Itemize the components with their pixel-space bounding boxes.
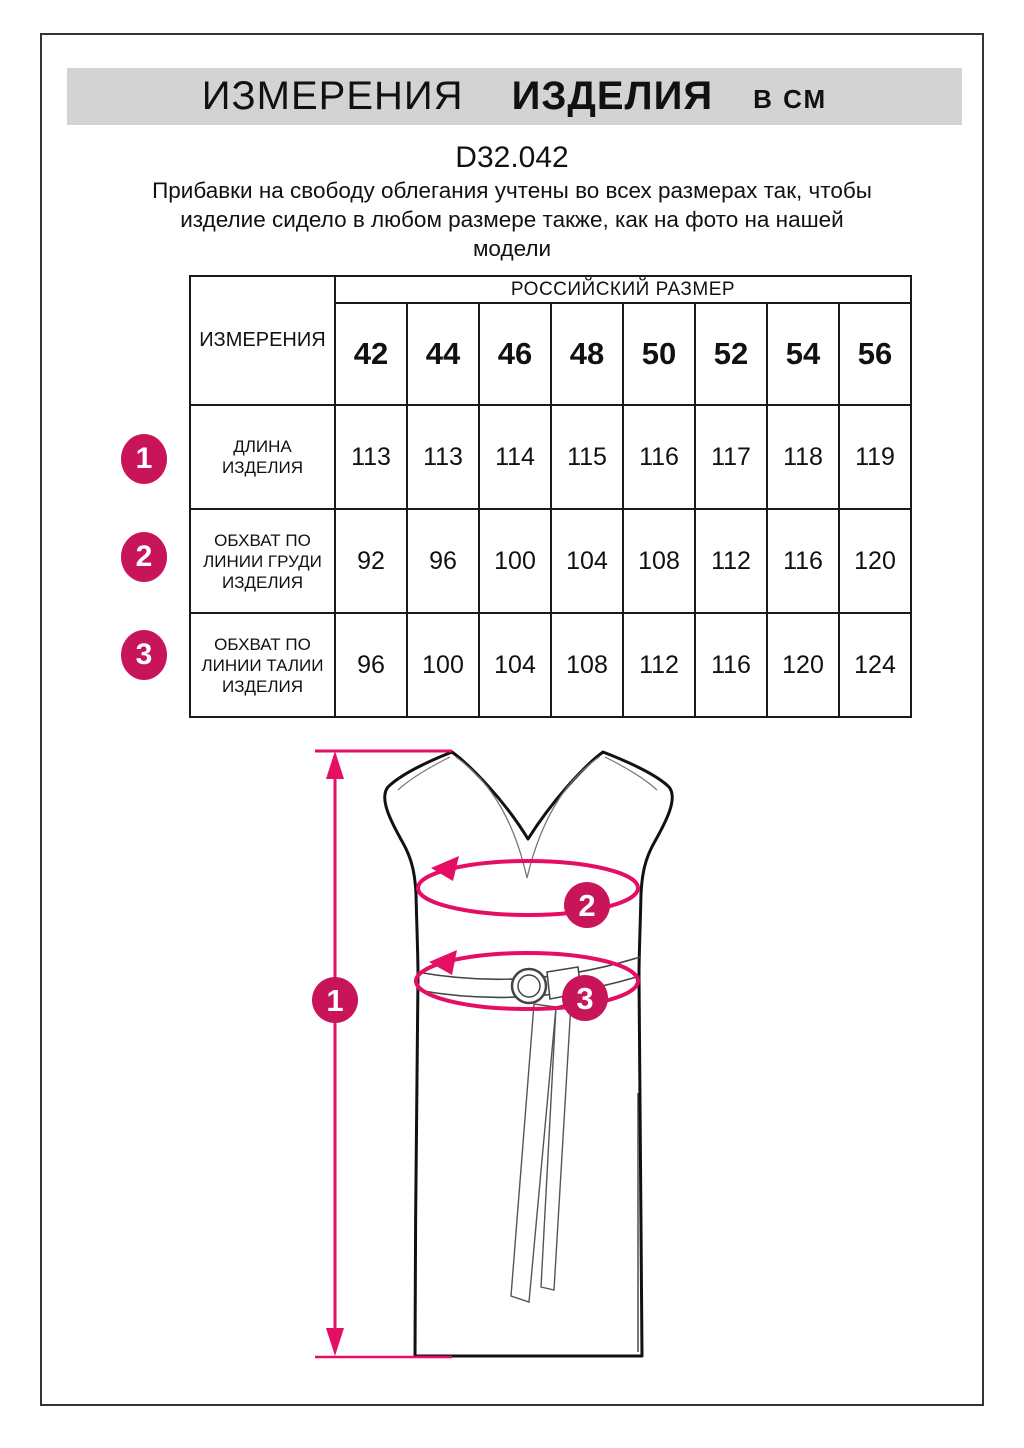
row-number-badge-2: 2 [121,532,167,582]
model-code: D32.042 [455,141,569,174]
measurement-value-cell: 116 [695,613,767,717]
diagram-badge-1: 1 [326,983,344,1018]
fit-note-line: Прибавки на свободу облегания учтены во всех размерах так, чтобы [152,178,872,203]
measurement-value-cell: 120 [839,509,911,613]
fit-note-line: модели [472,236,552,261]
diagram-badge-2: 2 [578,888,596,923]
page-title-units: В СМ [753,84,828,114]
measurement-row [190,613,911,717]
measurement-value-cell: 112 [695,509,767,613]
row-number-badge-1: 1 [121,434,167,484]
measurement-value-cell: 104 [479,613,551,717]
fit-note [112,176,912,263]
measurement-value-cell: 124 [839,613,911,717]
size-system-header: РОССИЙСКИЙ РАЗМЕР [335,276,911,303]
size-header-cell: 56 [839,303,911,405]
measurement-value-cell: 116 [767,509,839,613]
measurement-value-cell: 112 [623,613,695,717]
measurement-value-cell: 118 [767,405,839,509]
length-arrowhead-top [326,751,344,779]
size-table [189,275,912,718]
measurement-label-cell: ОБХВАТ ПО ЛИНИИ ТАЛИИ ИЗДЕЛИЯ [190,613,335,717]
measurement-value-cell: 116 [623,405,695,509]
measurement-value-cell: 120 [767,613,839,717]
measurement-value-cell: 117 [695,405,767,509]
measurement-value-cell: 92 [335,509,407,613]
size-header-cell: 46 [479,303,551,405]
size-header-cell: 48 [551,303,623,405]
measurement-value-cell: 96 [335,613,407,717]
measurement-row [190,509,911,613]
measurement-value-cell: 100 [479,509,551,613]
length-arrowhead-bottom [326,1328,344,1356]
diagram-badge-3: 3 [576,981,594,1016]
page-title: ИЗМЕРЕНИЯ [201,74,464,118]
measurement-value-cell: 108 [623,509,695,613]
measurement-value-cell: 104 [551,509,623,613]
size-header-cell: 50 [623,303,695,405]
title-band [67,68,962,125]
measurements-column-header: ИЗМЕРЕНИЯ [190,276,335,405]
belt-ring-outer [512,969,546,1003]
dress-measurement-diagram [300,735,724,1385]
page-title-product: ИЗДЕЛИЯ [511,74,714,118]
measurement-value-cell: 108 [551,613,623,717]
measurement-value-cell: 96 [407,509,479,613]
measurement-row [190,405,911,509]
measurement-value-cell: 100 [407,613,479,717]
size-header-cell: 54 [767,303,839,405]
size-header-cell: 52 [695,303,767,405]
size-header-cell: 44 [407,303,479,405]
measurement-value-cell: 113 [407,405,479,509]
measurement-label-cell: ОБХВАТ ПО ЛИНИИ ГРУДИ ИЗДЕЛИЯ [190,509,335,613]
table-header-row-1 [190,276,911,303]
measurement-value-cell: 115 [551,405,623,509]
measurement-value-cell: 113 [335,405,407,509]
measurement-label-cell: ДЛИНА ИЗДЕЛИЯ [190,405,335,509]
fit-note-line: изделие сидело в любом размере также, как на фото на нашей [180,207,844,232]
measurement-value-cell: 114 [479,405,551,509]
size-header-cell: 42 [335,303,407,405]
measurement-value-cell: 119 [839,405,911,509]
row-number-badge-3: 3 [121,630,167,680]
